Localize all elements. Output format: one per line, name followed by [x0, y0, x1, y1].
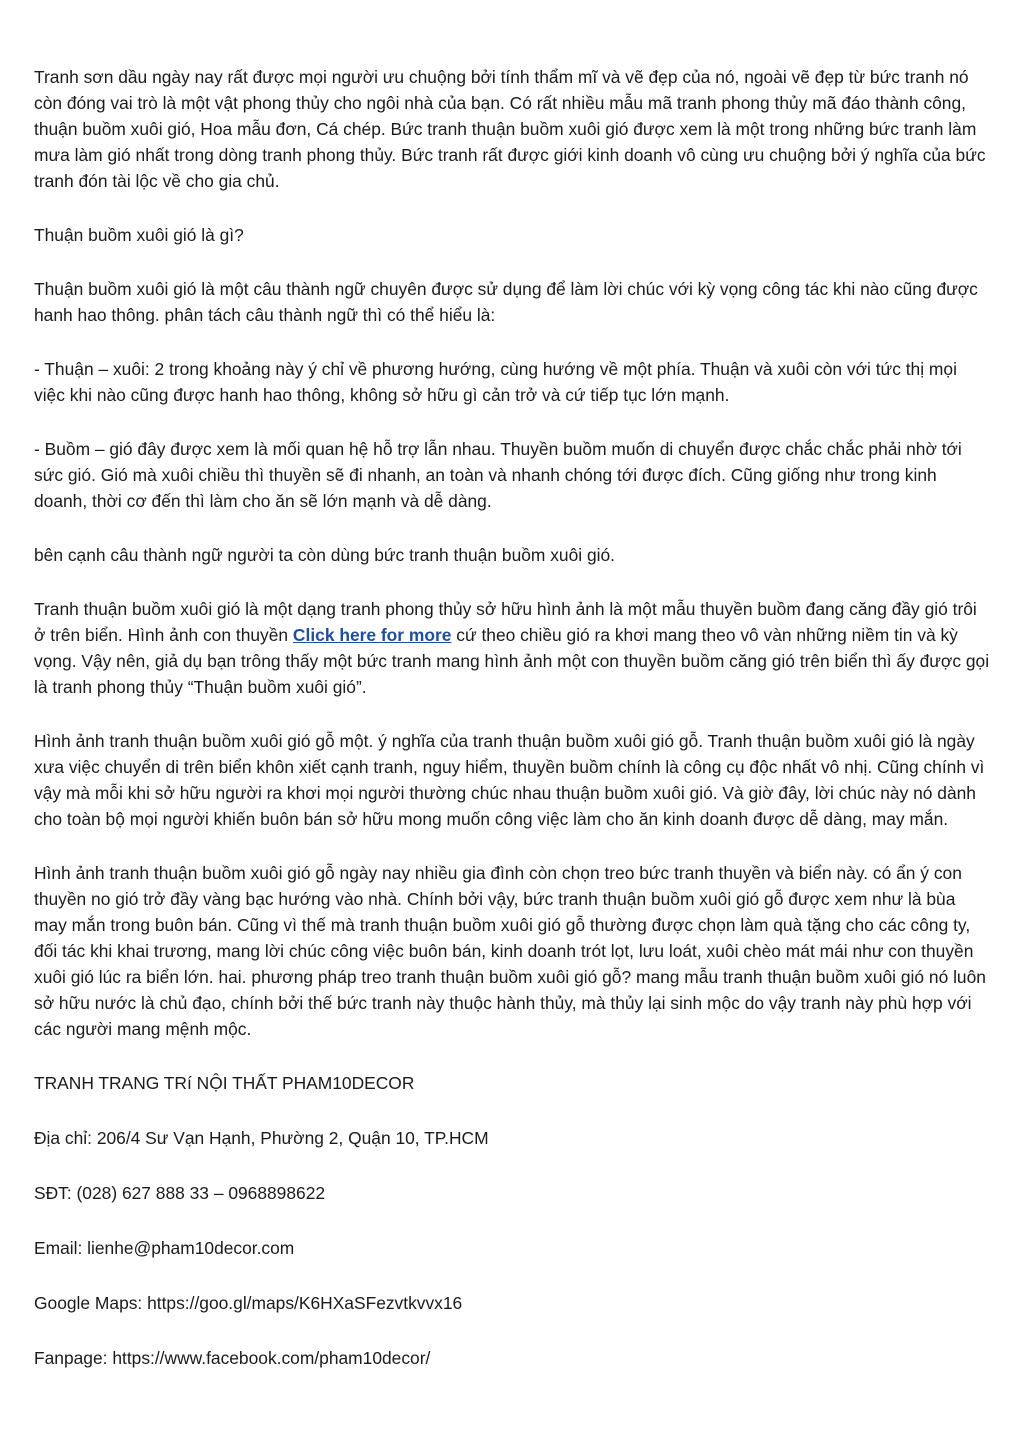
section-heading: Thuận buồm xuôi gió là gì? [34, 225, 244, 245]
phone-line: SĐT: (028) 627 888 33 – 0968898622 [34, 1183, 326, 1203]
meaning-paragraph: Hình ảnh tranh thuận buồm xuôi gió gỗ một. ý nghĩa của tranh thuận buồm xuôi gió gỗ. Tranh thuận buồm xuôi gió là ngày xưa việc chuyển di trên biển khôn xiết cạnh tranh, nguy hiểm, thuyền buồm chính là công cụ độc nhất vô nhị. Cũng chính vì vậy mà mỗi khi sở hữu người ra khơi mọi người thường chúc nhau thuận buồm xuôi gió. Và giờ đây, lời chúc này nó dành cho toàn bộ mọi người khiến buôn bán sở hữu mong muốn công việc làm cho ăn kinh doanh được dễ dàng, may mắn. [34, 731, 985, 829]
idiom-paragraph: bên cạnh câu thành ngữ người ta còn dùng bức tranh thuận buồm xuôi gió. [34, 545, 616, 565]
hanging-paragraph: Hình ảnh tranh thuận buồm xuôi gió gỗ ngày nay nhiều gia đình còn chọn treo bức tranh thuyền và biển này. có ẩn ý con thuyền no gió trở đầy vàng bạc hướng vào nhà. Chính bởi vậy, bức tranh thuận buồm xuôi gió gỗ được xem như là bùa may mắn trong buôn bán. Cũng vì thế mà tranh thuận buồm xuôi gió gỗ thường được chọn làm quà tặng cho các công ty, đối tác khi khai trương, mang lời chúc công việc buôn bán, kinh doanh trót lọt, lưu loát, xuôi chèo mát mái như con thuyền xuôi gió lúc ra biển lớn. hai. phương pháp treo tranh thuận buồm xuôi gió gỗ? mang mẫu tranh thuận buồm xuôi gió nó luôn sở hữu nước là chủ đạo, chính bởi thế bức tranh này thuộc hành thủy, mà thủy lại sinh mộc do vậy tranh này phù hợp với các người mang mệnh mộc. [34, 863, 986, 1039]
address-line: Địa chỉ: 206/4 Sư Vạn Hạnh, Phường 2, Quận 10, TP.HCM [34, 1128, 489, 1148]
document-body [34, 64, 992, 1400]
thuan-xuoi-paragraph: - Thuận – xuôi: 2 trong khoảng này ý chỉ về phương hướng, cùng hướng về một phía. Thuận và xuôi còn với tức thị mọi việc khi nào cũng được hanh hao thông, không sở hữu gì cản trở và cứ tiếp tục lớn mạnh. [34, 359, 957, 405]
fanpage-line: Fanpage: https://www.facebook.com/pham10decor/ [34, 1348, 431, 1368]
buom-gio-paragraph: - Buồm – gió đây được xem là mối quan hệ hỗ trợ lẫn nhau. Thuyền buồm muốn di chuyển được chắc chắc phải nhờ tới sức gió. Gió mà xuôi chiều thì thuyền sẽ đi nhanh, an toàn và nhanh chóng tới được đích. Cũng giống như trong kinh doanh, thời cơ đến thì làm cho ăn sẽ lớn mạnh và dễ dàng. [34, 439, 962, 511]
description-text-after: cứ theo chiều gió ra khơi mang theo vô vàn những niềm tin và kỳ vọng. Vậy nên, giả dụ bạn trông thấy một bức tranh mang hình ảnh một con thuyền buồm căng gió trên biển thì ấy được gọi là tranh phong thủy “Thuận buồm xuôi gió”. [34, 625, 990, 697]
definition-paragraph: Thuận buồm xuôi gió là một câu thành ngữ chuyên được sử dụng để làm lời chúc với kỳ vọng công tác khi nào cũng được hanh hao thông. phân tách câu thành ngữ thì có thể hiểu là: [34, 279, 978, 325]
click-here-link[interactable]: Click here for more [292, 625, 452, 645]
email-line: Email: lienhe@pham10decor.com [34, 1238, 295, 1258]
intro-paragraph: Tranh sơn dầu ngày nay rất được mọi người ưu chuộng bởi tính thẩm mĩ và vẽ đẹp của nó, ngoài vẽ đẹp từ bức tranh nó còn đóng vai trò là một vật phong thủy cho ngôi nhà của bạn. Có rất nhiều mẫu mã tranh phong thủy mã đáo thành công, thuận buồm xuôi gió, Hoa mẫu đơn, Cá chép. Bức tranh thuận buồm xuôi gió được xem là một trong những bức tranh làm mưa làm gió nhất trong dòng tranh phong thủy. Bức tranh rất được giới kinh doanh vô cùng ưu chuộng bởi ý nghĩa của bức tranh đón tài lộc về cho gia chủ. [34, 67, 986, 191]
description-paragraph [34, 596, 992, 700]
company-name: TRANH TRANG TRí NỘI THẤT PHAM10DECOR [34, 1073, 415, 1093]
description-text-before: Tranh thuận buồm xuôi gió là một dạng tranh phong thủy sở hữu hình ảnh là một mẫu thuyền buồm đang căng đầy gió trôi ở trên biển. Hình ảnh con thuyền [34, 599, 977, 645]
maps-line: Google Maps: https://goo.gl/maps/K6HXaSFezvtkvvx16 [34, 1293, 463, 1313]
